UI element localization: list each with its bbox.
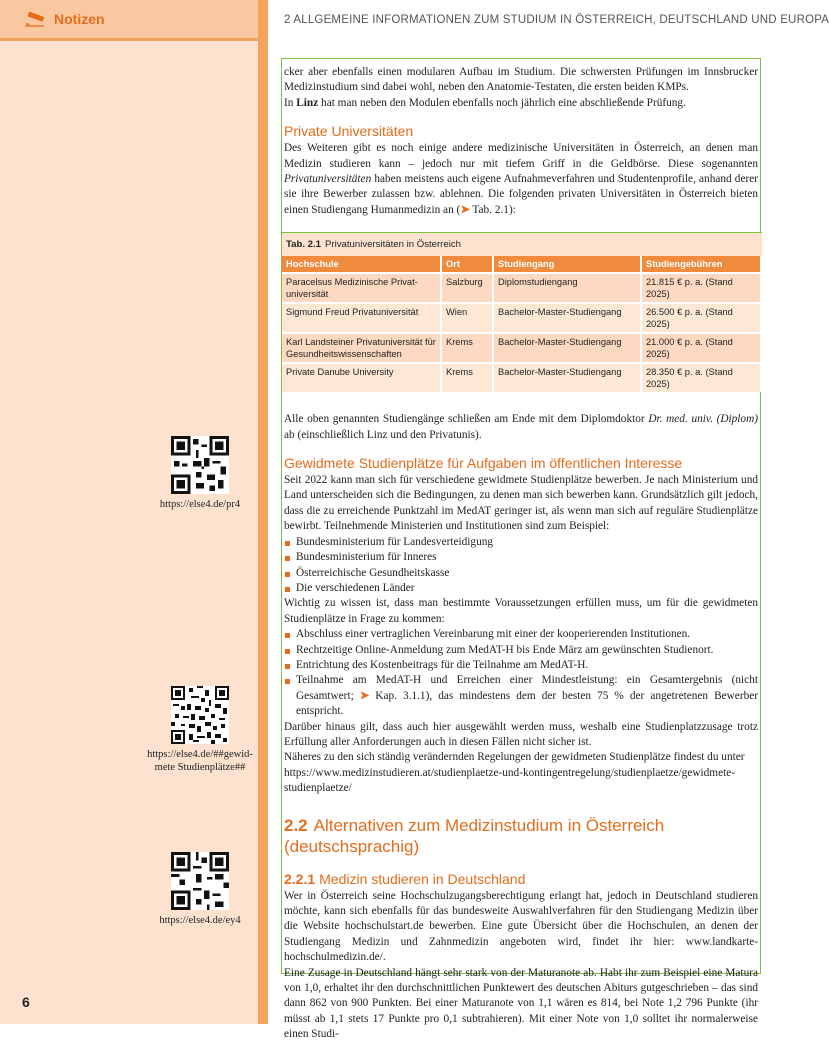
dedicated-paragraph: Seit 2022 kann man sich für verschiedene gewidmete Studienplätze bewerben. Je nach Ministerium und Land unterscheiden sich die Bedingungen, zu denen man sich bewerben kann. Grundsätzlich gilt jedoch, dass die zu erreichende Punktzahl im MedAT geringer ist, als wenn man sich auf reguläre Studienplätze bewirbt. Teilnehmende Ministerien und Institutionen sind zum Beispiel: — [284, 474, 758, 533]
list-item: Teilnahme am MedAT-H und Erreichen einer Mindestleistung: ein Gesamtergebnis (nicht Gesamtwert; ➤ Kap. 3.1.1), das mindestens dem der besten 75 % der angetretenen Bewerber entspricht. — [284, 673, 758, 719]
heading-dedicated-places: Gewidmete Studienplätze für Aufgaben im öffentlichen Interesse — [284, 455, 683, 472]
table-row: Karl Landsteiner Privatuniversität für Gesundheitswissenschaften Krems Bachelor-Master-Studiengang 21.000 € p. a. (Stand 2025) — [282, 333, 761, 363]
qr-code-icon — [171, 852, 229, 910]
running-header: 2 ALLGEMEINE INFORMATIONEN ZUM STUDIUM IN ÖSTERREICH, DEUTSCHLAND UND EUROPA — [284, 14, 829, 26]
qr-code-1[interactable] — [140, 436, 260, 511]
private-paragraph: Des Weiteren gibt es noch einige andere medizinische Universitäten in Österreich, an denen man Medizin studieren kann – jedoch nur mit tiefem Griff in die Geldbörse. Diese sogenannten Privatuniversitäten haben meistens auch eigene Aufnahmeverfahren und Studentenprofile, anhand derer sie ihre Bewerber zulassen bzw. ablehnen. Die folgenden privaten Universitäten in Österreich bieten einen Studiengang Humanmedizin an (➤ Tab. 2.1): — [284, 142, 758, 216]
list-item: Rechtzeitige Online-Anmeldung zum MedAT-H bis Ende März am gewünschten Studienort. — [284, 643, 758, 658]
selection-paragraph: Darüber hinaus gilt, dass auch hier ausgewählt werden muss, weshalb eine Studienplatzzusage trotz Erfüllung aller Anforderungen auch in diesen Fällen nicht sicher ist. — [284, 720, 758, 748]
table-row: Paracelsus Medizinische Privat-universität Salzburg Diplomstudiengang 21.815 € p. a. (Stand 2025) — [282, 273, 761, 303]
qr-caption: https://else4.de/##gewid-mete Studienplätze## — [147, 749, 253, 773]
table-row: Private Danube University Krems Bachelor-Master-Studiengang 28.350 € p. a. (Stand 2025) — [282, 363, 761, 392]
heading-section-2-2-1: 2.2.1 Medizin studieren in Deutschland — [284, 870, 526, 887]
qr-code-icon — [171, 436, 229, 494]
intro-paragraph: cker aber ebenfalls einen modularen Aufbau im Studium. Die schwersten Prüfungen im Innsbrucker Medizinstudium sind dabei wohl, neben den Anatomie-Testaten, die ersten beiden KMPs. — [284, 66, 758, 94]
linz-paragraph: In Linz hat man neben den Modulen ebenfalls noch jährlich eine abschließende Prüfung. — [284, 96, 686, 109]
arrow-icon: ➤ — [359, 689, 370, 702]
regulations-paragraph: Näheres zu den sich ständig verändernden Regelungen der gewidmeten Studienplätze findest du unter https://www.medizinstudieren.at/studienplaetze-und-kontingentregelung/studienplaetze/gewidmete-studienplaetze/ — [284, 751, 745, 795]
chapter-reference-link[interactable]: Kap. 3.1.1), das mindestens dem der besten 75 % der angetretenen Bewerber entspricht. — [296, 689, 759, 718]
qr-code-2[interactable] — [140, 686, 260, 774]
page-number: 6 — [22, 994, 30, 1010]
germany-paragraph-1: Wer in Österreich seine Hochschulzugangsberechtigung erlangt hat, jedoch in Deutschland studieren möchte, kann sich ebenfalls für das bundesweite Auswahlverfahren für den Studiengang Medizin über die Website hochschulstart.de bewerben. Eine gute Übersicht über die Hochschulen, an denen der Studiengang Medizin und Zahnmedizin angeboten wird, findet ihr hier: www.landkarte-hochschulmedizin.de/. — [284, 889, 758, 964]
germany-paragraph-2: Eine Zusage in Deutschland hängt sehr stark von der Maturanote ab. Habt ihr zum Beispiel eine Matura von 1,0, erhaltet ihr den durchschnittlichen Punktewert des deutschen Abiturs gutgeschrieben – das sind dann 862 von 900 Punkten. Bei einer Maturanote von 1,1 wären es 814, bei Note 1,2 796 Punkte (ihr müsst ab 1,1 stets 17 Punkte pro 0,1 subtrahieren). Mit einer Note von 1,0 solltet ihr normalerweise einen Studi- — [284, 966, 758, 1041]
private-universities-table — [282, 232, 762, 392]
arrow-icon: ➤ — [460, 203, 470, 216]
degree-paragraph: Alle oben genannten Studiengänge schließen am Ende mit dem Diplomdoktor Dr. med. univ. (Diplom) ab (einschließlich Linz und den Privatunis). — [284, 413, 758, 441]
qr-caption: https://else4.de/ey4 — [159, 915, 241, 926]
list-item: Bundesministerium für Inneres — [284, 550, 758, 565]
requirements-list — [284, 627, 758, 719]
list-item: Entrichtung des Kostenbeitrags für die Teilnahme am MedAT-H. — [284, 658, 758, 673]
requirements-intro: Wichtig zu wissen ist, dass man bestimmte Voraussetzungen erfüllen muss, um für die gewidmeten Studienplätze in Frage zu kommen: — [284, 597, 758, 625]
table-reference-link[interactable]: Tab. 2.1): — [469, 203, 516, 216]
table-row: Sigmund Freud Privatuniversität Wien Bachelor-Master-Studiengang 26.500 € p. a. (Stand 2025) — [282, 303, 761, 333]
col-header-location: Ort — [441, 256, 493, 273]
institutions-list — [284, 535, 758, 597]
qr-code-icon — [171, 686, 229, 744]
col-header-fees: Studiengebühren — [641, 256, 761, 273]
table-caption: Tab. 2.1 Privatuniversitäten in Österreich — [282, 232, 762, 256]
main-content — [281, 58, 761, 1041]
heading-private-universities: Private Universitäten — [284, 123, 414, 140]
notes-header — [0, 0, 258, 41]
col-header-university: Hochschule — [282, 256, 441, 273]
pencil-icon — [24, 11, 46, 27]
notes-title: Notizen — [54, 11, 105, 27]
list-item: Österreichische Gesundheitskasse — [284, 566, 758, 581]
linz-bold: Linz — [296, 96, 319, 109]
list-item: Bundesministerium für Landesverteidigung — [284, 535, 758, 550]
qr-caption: https://else4.de/pr4 — [159, 499, 241, 510]
heading-section-2-2: 2.2 Alternativen zum Medizinstudium in Österreich (deutschsprachig) — [284, 815, 665, 856]
list-item: Die verschiedenen Länder — [284, 581, 758, 596]
qr-code-3[interactable] — [140, 852, 260, 927]
list-item: Abschluss einer vertraglichen Vereinbarung mit einer der kooperierenden Institutionen. — [284, 627, 758, 642]
col-header-program: Studiengang — [493, 256, 641, 273]
